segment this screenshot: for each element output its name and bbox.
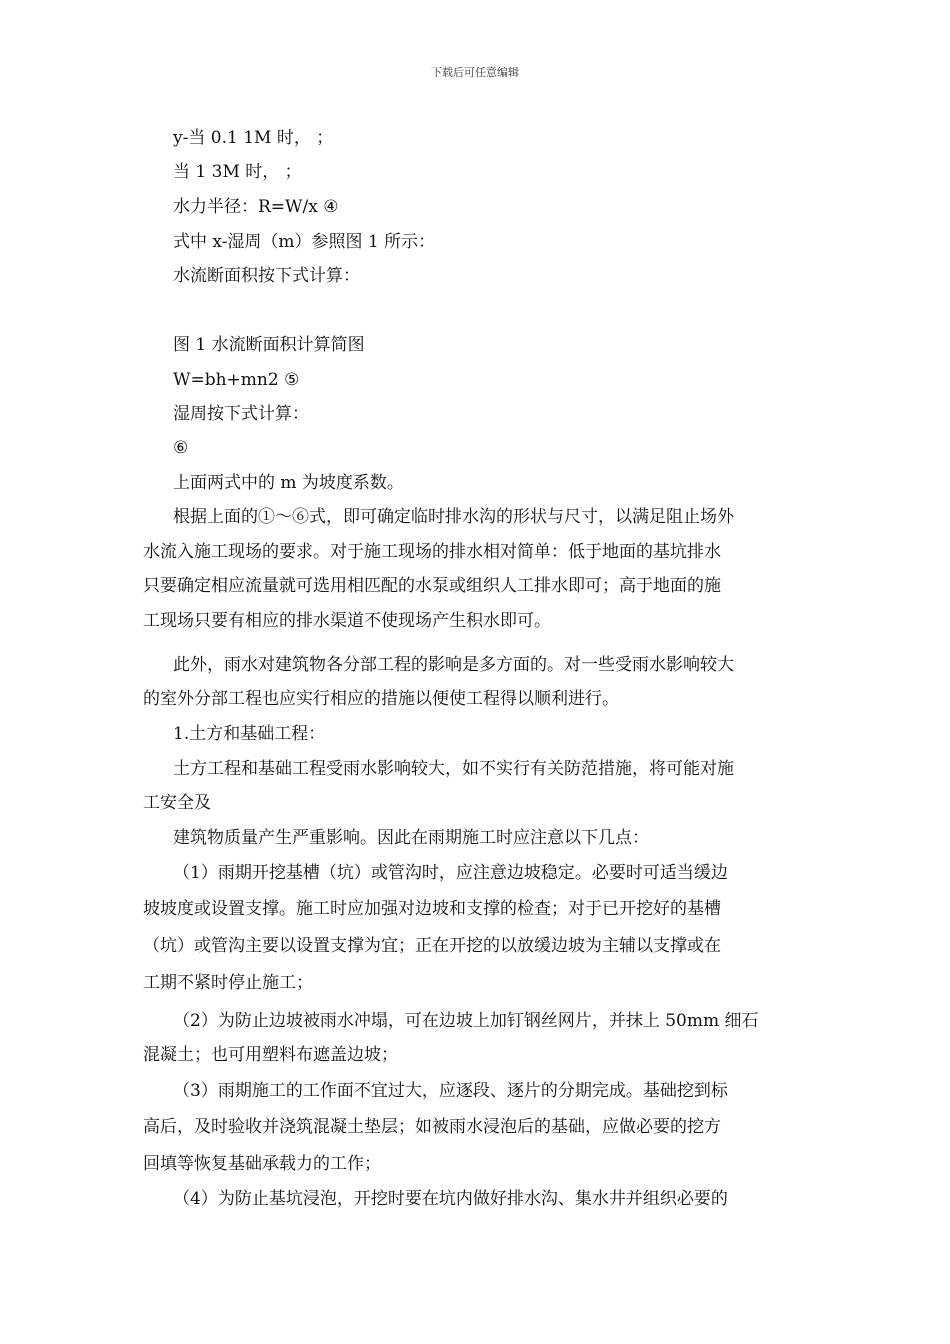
figure-caption: 图 1 水流断面积计算简图 [173,335,365,355]
text-line: y-当 0.1 1M 时， ； [173,128,334,148]
paragraph-line: 建筑物质量产生严重影响。因此在雨期施工时应注意以下几点： [173,828,649,848]
paragraph-line: 土方工程和基础工程受雨水影响较大，如不实行有关防范措施，将可能对施 [173,759,734,779]
list-item-line: 高后，及时验收并浇筑混凝土垫层；如被雨水浸泡后的基础，应做必要的挖方 [143,1117,721,1137]
list-item-line: （坑）或管沟主要以设置支撑为宜；正在开挖的以放缓边坡为主辅以支撑或在 [143,936,721,956]
list-item-line: 坡坡度或设置支撑。施工时应加强对边坡和支撑的检查；对于已开挖好的基槽 [143,899,721,919]
list-item-line: （2）为防止边坡被雨水冲塌，可在边坡上加钉钢丝网片，并抹上 50mm 细石 [173,1011,759,1031]
page-header: 下载后可任意编辑 [431,66,519,79]
text-line: 湿周按下式计算： [173,404,309,424]
text-line: 水流断面积按下式计算： [173,266,360,286]
list-item-line: 工期不紧时停止施工； [143,973,313,993]
list-item-line: （1）雨期开挖基槽（坑）或管沟时，应注意边坡稳定。必要时可适当缓边 [173,863,728,883]
paragraph-line: 的室外分部工程也应实行相应的措施以便使工程得以顺利进行。 [143,689,619,709]
text-line: 当 1 3M 时， ； [173,162,302,182]
paragraph-line: 只要确定相应流量就可选用相匹配的水泵或组织人工排水即可；高于地面的施 [143,576,721,596]
paragraph-line: 水流入施工现场的要求。对于施工现场的排水相对简单：低于地面的基坑排水 [143,542,721,562]
formula-line: W=bh+mn2 ⑤ [173,370,300,390]
list-item-line: （3）雨期施工的工作面不宜过大，应逐段、逐片的分期完成。基础挖到标 [173,1081,728,1101]
paragraph-line: 此外，雨水对建筑物各分部工程的影响是多方面的。对一些受雨水影响较大 [173,655,734,675]
text-line: 水力半径：R=W/x ④ [173,197,339,217]
paragraph-line: 根据上面的①～⑥式，即可确定临时排水沟的形状与尺寸，以满足阻止场外 [173,507,734,527]
text-line: 上面两式中的 m 为坡度系数。 [173,473,404,493]
formula-line: ⑥ [173,438,189,458]
list-item-line: （4）为防止基坑浸泡，开挖时要在坑内做好排水沟、集水井并组织必要的 [173,1189,728,1209]
paragraph-line: 工安全及 [143,793,211,813]
text-line: 式中 x-湿周（m）参照图 1 所示： [173,232,436,252]
section-heading: 1.土方和基础工程： [173,724,326,744]
list-item-line: 混凝土；也可用塑料布遮盖边坡； [143,1045,398,1065]
list-item-line: 回填等恢复基础承载力的工作； [143,1154,381,1174]
paragraph-line: 工现场只要有相应的排水渠道不使现场产生积水即可。 [143,611,551,631]
